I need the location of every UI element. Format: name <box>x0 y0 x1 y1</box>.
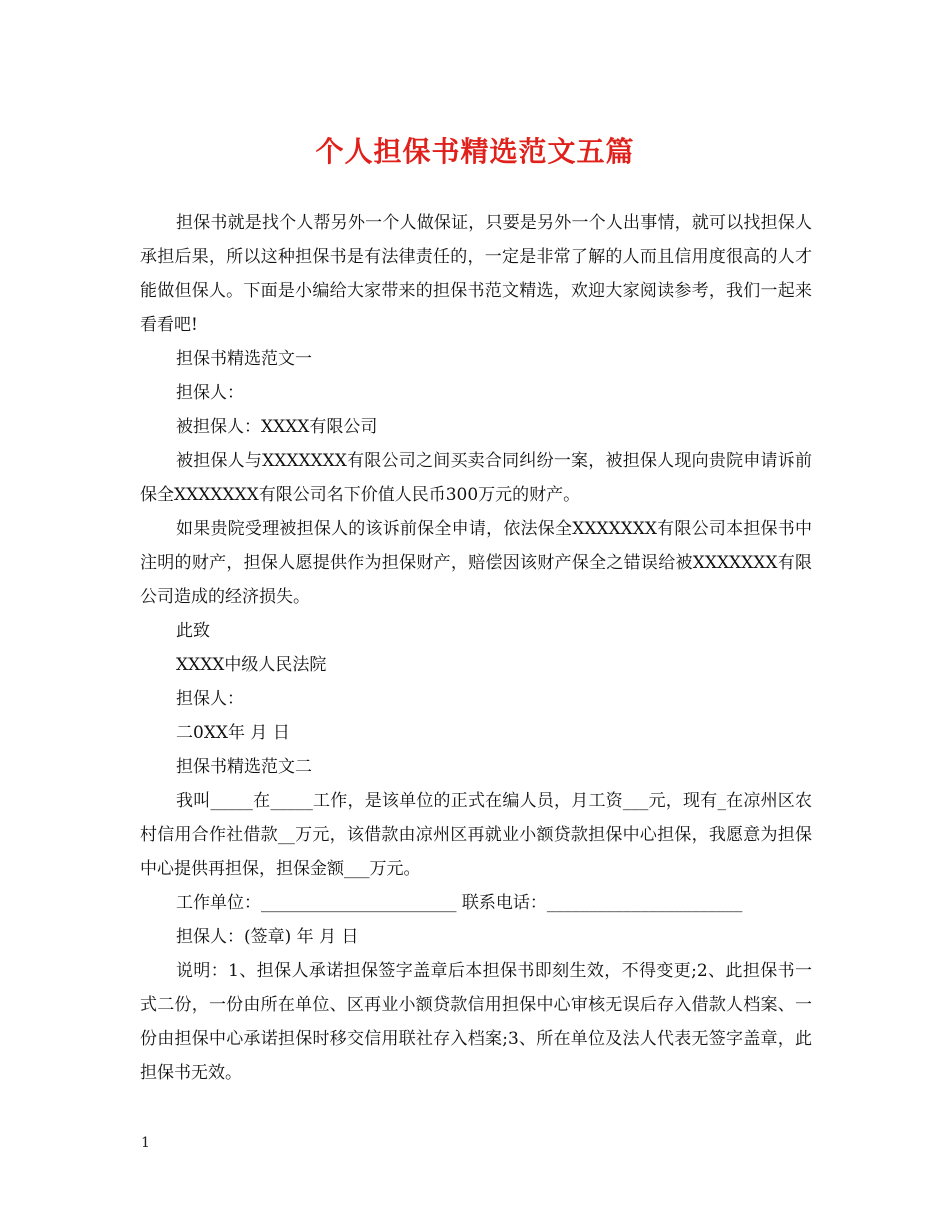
notes-paragraph: 说明：1、担保人承诺担保签字盖章后本担保书即刻生效，不得变更;2、此担保书一式二份，一份由所在单位、区再业小额贷款信用担保中心审核无误后存入借款人档案、一份由担保中心承诺担保时移交信用联社存入档案;3、所在单位及法人代表无签字盖章，此担保书无效。 <box>140 961 812 1083</box>
document-body <box>140 206 812 1090</box>
statement-paragraph: 我叫_____在_____工作，是该单位的正式在编人员，月工资___元，现有_在凉州区农村信用合作社借款__万元，该借款由凉州区再就业小额贷款担保中心担保，我愿意为担保中心提供再担保，担保金额___万元。 <box>140 791 812 879</box>
guarantor-signature-line: 担保人： <box>176 689 244 709</box>
intro-paragraph: 担保书就是找个人帮另外一个人做保证，只要是另外一个人出事情，就可以找担保人承担后果，所以这种担保书是有法律责任的，一定是非常了解的人而且信用度很高的人才能做但保人。下面是小编给大家带来的担保书范文精选，欢迎大家阅读参考，我们一起来看看吧! <box>140 213 812 335</box>
guaranteed-party-line: 被担保人：XXXX有限公司 <box>176 417 378 437</box>
guarantor-line: 担保人： <box>176 383 244 403</box>
date-line: 二0XX年 月 日 <box>176 723 290 743</box>
court-line: XXXX中级人民法院 <box>176 655 327 675</box>
commitment-paragraph: 如果贵院受理被担保人的该诉前保全申请，依法保全XXXXXXX有限公司本担保书中注明的财产，担保人愿提供作为担保财产，赔偿因该财产保全之错误给被XXXXXXX有限公司造成的经济损失。 <box>140 519 812 607</box>
case-paragraph: 被担保人与XXXXXXX有限公司之间买卖合同纠纷一案，被担保人现向贵院申请诉前保全XXXXXXX有限公司名下价值人民币300万元的财产。 <box>140 451 812 505</box>
document-title: 个人担保书精选范文五篇 <box>315 135 635 168</box>
salutation-line: 此致 <box>176 621 210 641</box>
section-heading-sample-one: 担保书精选范文一 <box>176 349 312 369</box>
section-heading-sample-two: 担保书精选范文二 <box>176 757 312 777</box>
page-number: 1 <box>141 1135 150 1151</box>
guarantor-seal-date-line: 担保人：(签章) 年 月 日 <box>176 927 359 947</box>
work-unit-contact-line: 工作单位：_______________________ 联系电话：_______________________ <box>176 893 743 913</box>
